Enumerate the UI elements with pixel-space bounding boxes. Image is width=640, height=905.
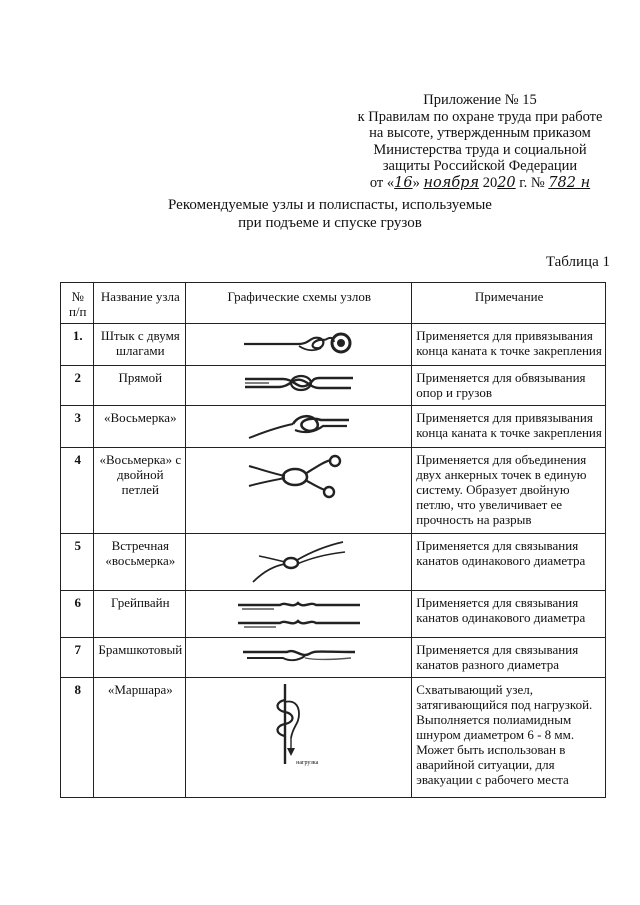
knot-marchard-icon (259, 682, 339, 766)
header-note: Примечание (412, 283, 606, 324)
row-num: 5 (61, 534, 94, 591)
row-note: Применяется для обвязывания опор и грузов (412, 366, 606, 406)
row-num: 7 (61, 638, 94, 678)
table-row (61, 638, 606, 678)
knots-table (60, 282, 606, 798)
knot-sheet-bend-icon (239, 642, 359, 668)
knot-clove-hitch-icon (239, 328, 359, 358)
order-date-line: от «16» ноября 2020 г. № 782 н (369, 174, 591, 191)
order-day: 16 (394, 174, 413, 191)
row-num: 2 (61, 366, 94, 406)
header-num: № п/п (61, 283, 94, 324)
table-label: Таблица 1 (545, 254, 610, 270)
row-name: Брамшкотовый (94, 638, 186, 678)
row-num: 4 (61, 448, 94, 534)
table-row (61, 406, 606, 448)
table-row (61, 366, 606, 406)
knot-figure-eight-icon (239, 410, 359, 442)
header-diagram: Графические схемы узлов (186, 283, 412, 324)
row-name: «Маршара» (94, 678, 186, 798)
appendix-number: Приложение № 15 (423, 92, 537, 108)
order-year: 20 (497, 174, 516, 191)
row-num: 3 (61, 406, 94, 448)
appendix-ministry: Министерства труда и социальной (373, 141, 587, 158)
knot-square-icon (239, 370, 359, 396)
table-row (61, 591, 606, 638)
row-note: Применяется для связывания канатов одинакового диаметра (412, 591, 606, 638)
table-row (61, 324, 606, 366)
row-note: Схватывающий узел, затягивающийся под нагрузкой. Выполняется полиамидным шнуром диаметром 6 - 8 мм. Может быть использован в аварийной ситуации, для эвакуации с рабочего места (412, 678, 606, 798)
header-name: Название узла (94, 283, 186, 324)
appendix-header (330, 92, 630, 191)
document-title (150, 196, 510, 232)
knot-grapevine-icon (234, 595, 364, 633)
appendix-approved: на высоте, утвержденным приказом (369, 125, 591, 141)
appendix-federation: защиты Российской Федерации (382, 158, 578, 174)
appendix-rules-ref: к Правилам по охране труда при работе (357, 108, 603, 125)
row-note: Применяется для привязывания конца каната к точке закрепления (412, 406, 606, 448)
knot-flemish-bend-icon (239, 538, 359, 586)
row-note: Применяется для привязывания конца каната к точке закрепления (412, 324, 606, 366)
row-name: Грейпвайн (94, 591, 186, 638)
row-name: Встречная «восьмерка» (94, 534, 186, 591)
order-month: ноября (423, 174, 480, 191)
row-num: 1. (61, 324, 94, 366)
title-line-1: Рекомендуемые узлы и полиспасты, используемые (168, 197, 492, 213)
knot-double-loop-eight-icon (239, 452, 359, 502)
table-header-row (61, 283, 606, 324)
row-name: «Восьмерка» с двойной петлей (94, 448, 186, 534)
table-row (61, 448, 606, 534)
row-note: Применяется для связывания канатов разного диаметра (412, 638, 606, 678)
title-line-2: при подъеме и спуске грузов (238, 215, 422, 231)
order-number: 782 н (548, 174, 591, 191)
load-label: нагрузка (296, 760, 319, 766)
row-num: 8 (61, 678, 94, 798)
row-name: Прямой (94, 366, 186, 406)
table-row (61, 678, 606, 798)
row-note: Применяется для объединения двух анкерных точек в единую систему. Образует двойную петлю, что увеличивает ее прочность на разрыв (412, 448, 606, 534)
table-row (61, 534, 606, 591)
row-num: 6 (61, 591, 94, 638)
row-note: Применяется для связывания канатов одинакового диаметра (412, 534, 606, 591)
row-name: «Восьмерка» (94, 406, 186, 448)
row-name: Штык с двумя шлагами (94, 324, 186, 366)
